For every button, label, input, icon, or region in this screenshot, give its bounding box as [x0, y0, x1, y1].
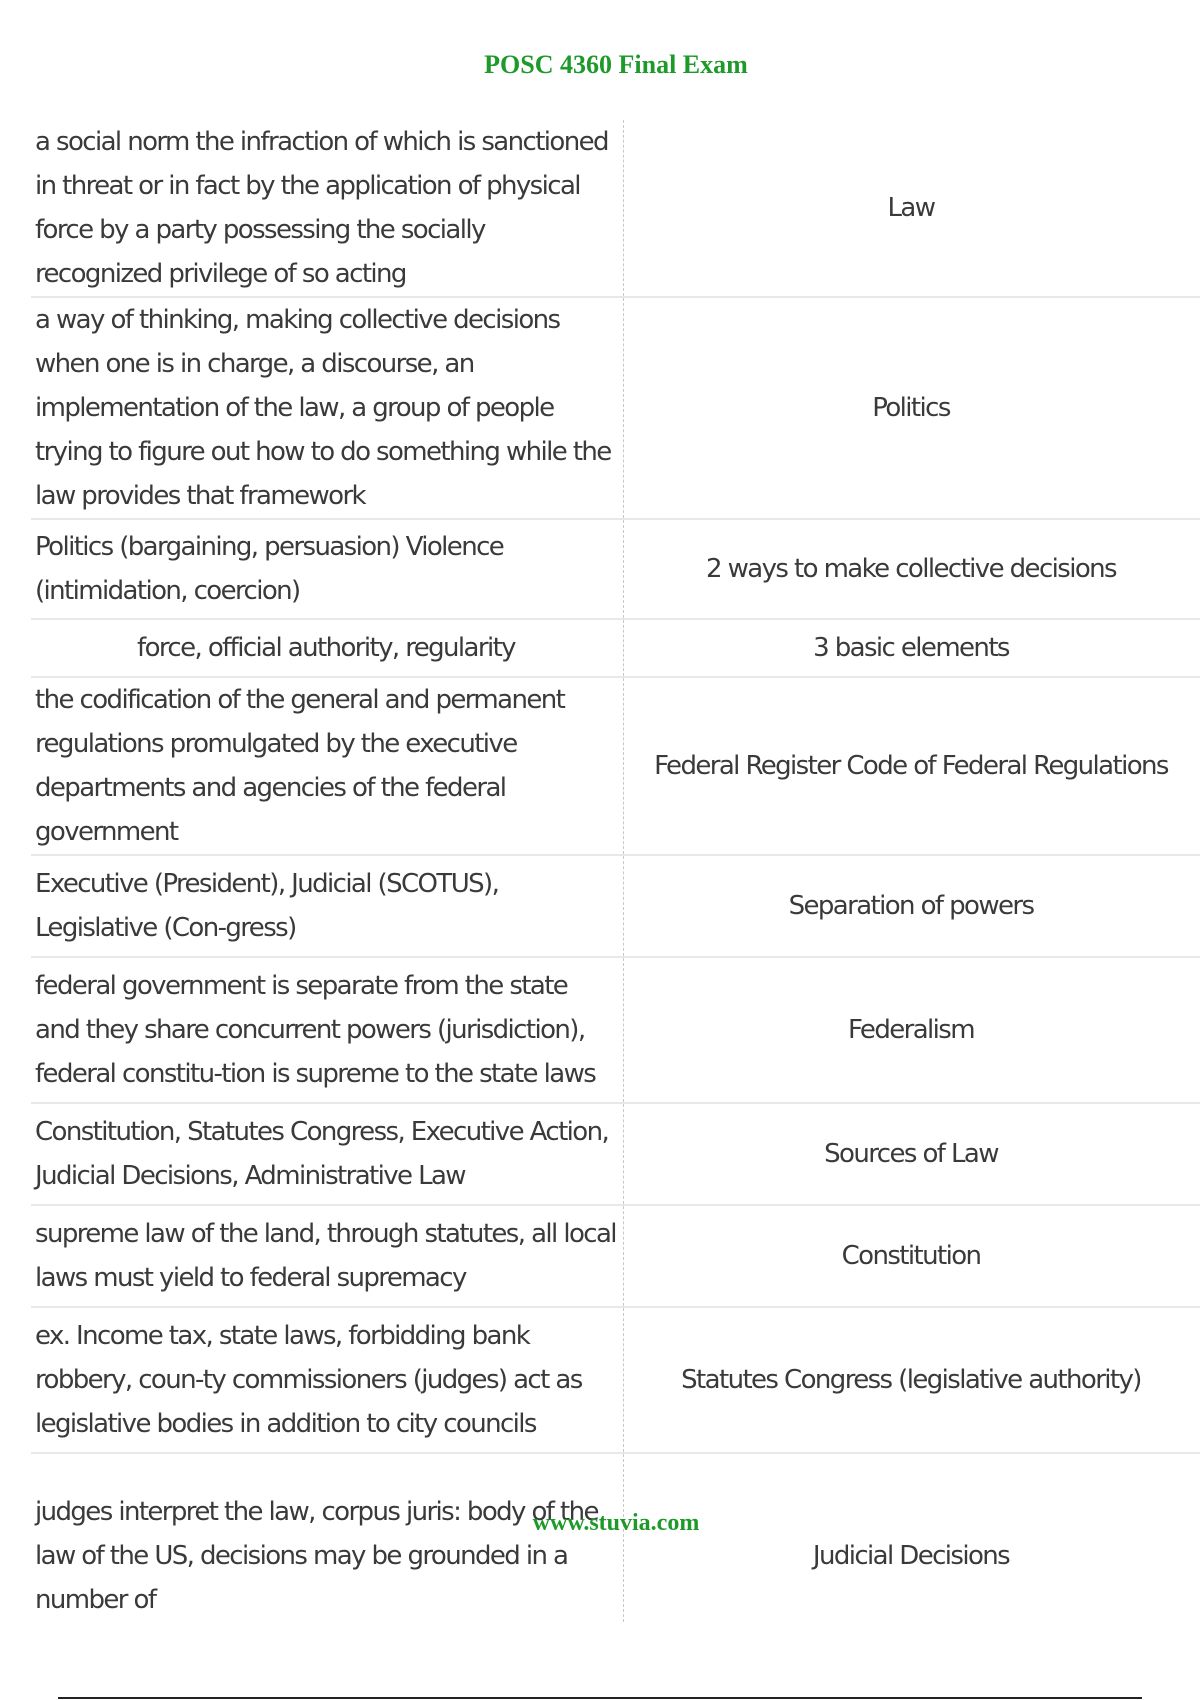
table-row	[31, 519, 1200, 619]
term-cell: Federalism	[624, 957, 1200, 1103]
term-cell: Politics	[624, 297, 1200, 519]
term-cell: 3 basic elements	[624, 619, 1200, 677]
definition-cell: Politics (bargaining, persuasion) Violence (intimidation, coercion)	[31, 519, 624, 619]
term-cell: Separation of powers	[624, 855, 1200, 957]
term-cell: Sources of Law	[624, 1103, 1200, 1205]
term-cell: Judicial Decisions	[812, 1541, 1010, 1571]
table-row	[31, 1453, 1200, 1622]
table-row	[31, 677, 1200, 855]
definition-cell: ex. Income tax, state laws, forbidding bank robbery, coun-ty commissioners (judges) act as legislative bodies in addition to city councils	[31, 1307, 624, 1453]
footer-url: www.stuvia.com	[532, 1510, 700, 1536]
term-cell: Federal Register Code of Federal Regulations	[624, 677, 1200, 855]
table-row	[31, 619, 1200, 677]
table-row	[31, 1307, 1200, 1453]
definition-cell: Executive (President), Judicial (SCOTUS), Legislative (Con-gress)	[31, 855, 624, 957]
page-divider	[58, 1697, 1142, 1699]
table-row	[31, 297, 1200, 519]
definition-cell: the codification of the general and permanent regulations promulgated by the executive departments and agencies of the federal government	[31, 677, 624, 855]
term-cell: Statutes Congress (legislative authority)	[624, 1307, 1200, 1453]
table-row	[31, 1205, 1200, 1307]
definition-cell: federal government is separate from the state and they share concurrent powers (jurisdiction), federal constitu-tion is supreme to the state laws	[31, 957, 624, 1103]
definition-cell: a way of thinking, making collective decisions when one is in charge, a discourse, an implementation of the law, a group of people trying to figure out how to do something while the law provides that framework	[31, 297, 624, 519]
table-row	[31, 120, 1200, 297]
term-cell: 2 ways to make collective decisions	[624, 519, 1200, 619]
definition-cell: a social norm the infraction of which is sanctioned in threat or in fact by the application of physical force by a party possessing the socially recognized privilege of so acting	[31, 120, 624, 297]
definition-cell: Constitution, Statutes Congress, Executive Action, Judicial Decisions, Administrative Law	[31, 1103, 624, 1205]
definition-cell: judges interpret the law, corpus juris: body of the law of the US, decisions may be grounded in a number of	[31, 1453, 624, 1622]
definition-cell: force, official authority, regularity	[31, 619, 624, 677]
document-title: POSC 4360 Final Exam	[484, 50, 748, 79]
table-row	[31, 957, 1200, 1103]
term-cell: Law	[624, 120, 1200, 297]
flashcard-table	[31, 120, 1200, 1622]
definition-cell: supreme law of the land, through statutes, all local laws must yield to federal supremacy	[31, 1205, 624, 1307]
table-row	[31, 855, 1200, 957]
table-row	[31, 1103, 1200, 1205]
term-cell: Constitution	[624, 1205, 1200, 1307]
